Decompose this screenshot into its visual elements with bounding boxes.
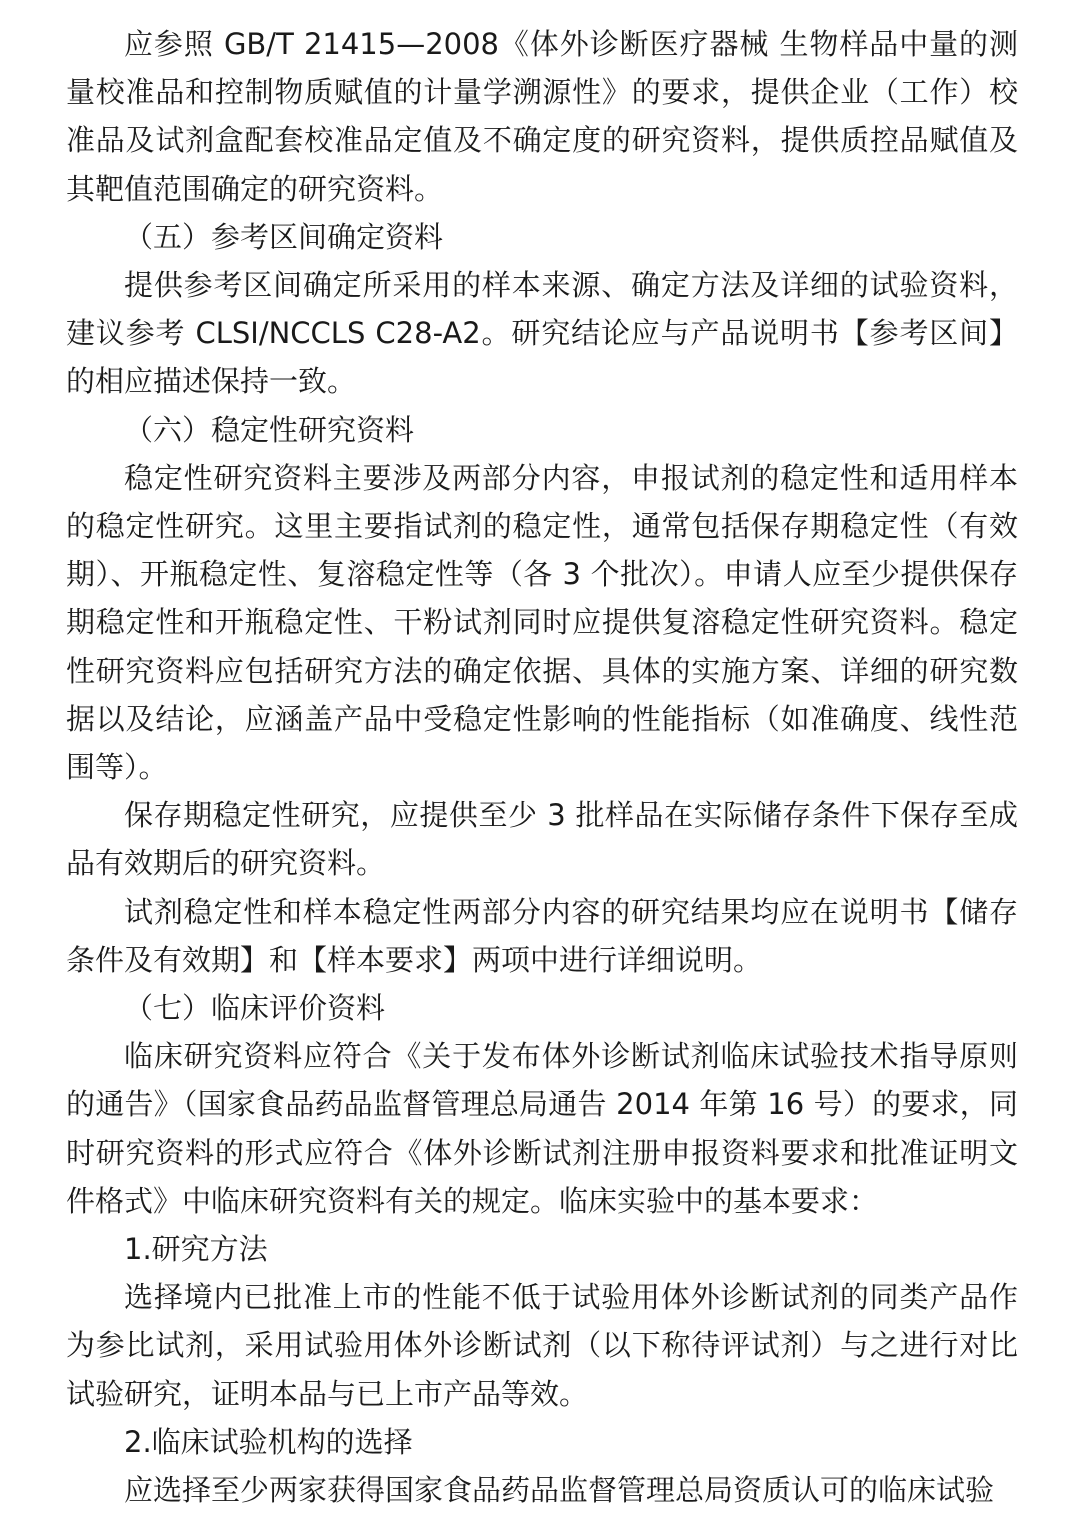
paragraph-calibrator-traceability: 应参照 GB/T 21415—2008《体外诊断医疗器械 生物样品中量的测量校准品和控制物质赋值的计量学溯源性》的要求，提供企业（工作）校准品及试剂盒配套校准品定值及不确定度的研究资料，提供质控品赋值及其靶值范围确定的研究资料。 xyxy=(66,27,1018,206)
paragraph-clinical-site-selection: 应选择至少两家获得国家食品药品监督管理总局资质认可的临床试验 xyxy=(124,1473,995,1508)
heading-research-method: 1.研究方法 xyxy=(124,1232,268,1267)
heading-stability-study: （六）稳定性研究资料 xyxy=(124,412,415,447)
heading-clinical-evaluation: （七）临床评价资料 xyxy=(124,991,386,1026)
paragraph-clinical-requirements: 临床研究资料应符合《关于发布体外诊断试剂临床试验技术指导原则的通告》（国家食品药品监督管理总局通告 2014 年第 16 号）的要求，同时研究资料的形式应符合《体外诊断试剂注册申报资料要求和批准证明文件格式》中临床研究资料有关的规定。临床实验中的基本要求： xyxy=(66,1039,1018,1218)
paragraph-stability-overview: 稳定性研究资料主要涉及两部分内容，申报试剂的稳定性和适用样本的稳定性研究。这里主要指试剂的稳定性，通常包括保存期稳定性（有效期）、开瓶稳定性、复溶稳定性等（各 3 个批次）。申请人应至少提供保存期稳定性和开瓶稳定性、干粉试剂同时应提供复溶稳定性研究资料。稳定性研究资料应包括研究方法的确定依据、具体的实施方案、详细的研究数据以及结论，应涵盖产品中受稳定性影响的性能指标（如准确度、线性范围等）。 xyxy=(66,460,1018,785)
heading-clinical-site-selection: 2.临床试验机构的选择 xyxy=(124,1424,413,1459)
paragraph-stability-instructions: 试剂稳定性和样本稳定性两部分内容的研究结果均应在说明书【储存条件及有效期】和【样本要求】两项中进行详细说明。 xyxy=(66,894,1018,977)
paragraph-research-method: 选择境内已批准上市的性能不低于试验用体外诊断试剂的同类产品作为参比试剂，采用试验用体外诊断试剂（以下称待评试剂）与之进行对比试验研究，证明本品与已上市产品等效。 xyxy=(66,1280,1018,1411)
paragraph-reference-interval: 提供参考区间确定所采用的样本来源、确定方法及详细的试验资料，建议参考 CLSI/NCCLS C28-A2。研究结论应与产品说明书【参考区间】的相应描述保持一致。 xyxy=(66,268,1018,399)
heading-reference-interval: （五）参考区间确定资料 xyxy=(124,219,444,254)
paragraph-shelf-life-stability: 保存期稳定性研究，应提供至少 3 批样品在实际储存条件下保存至成品有效期后的研究资料。 xyxy=(66,798,1018,881)
